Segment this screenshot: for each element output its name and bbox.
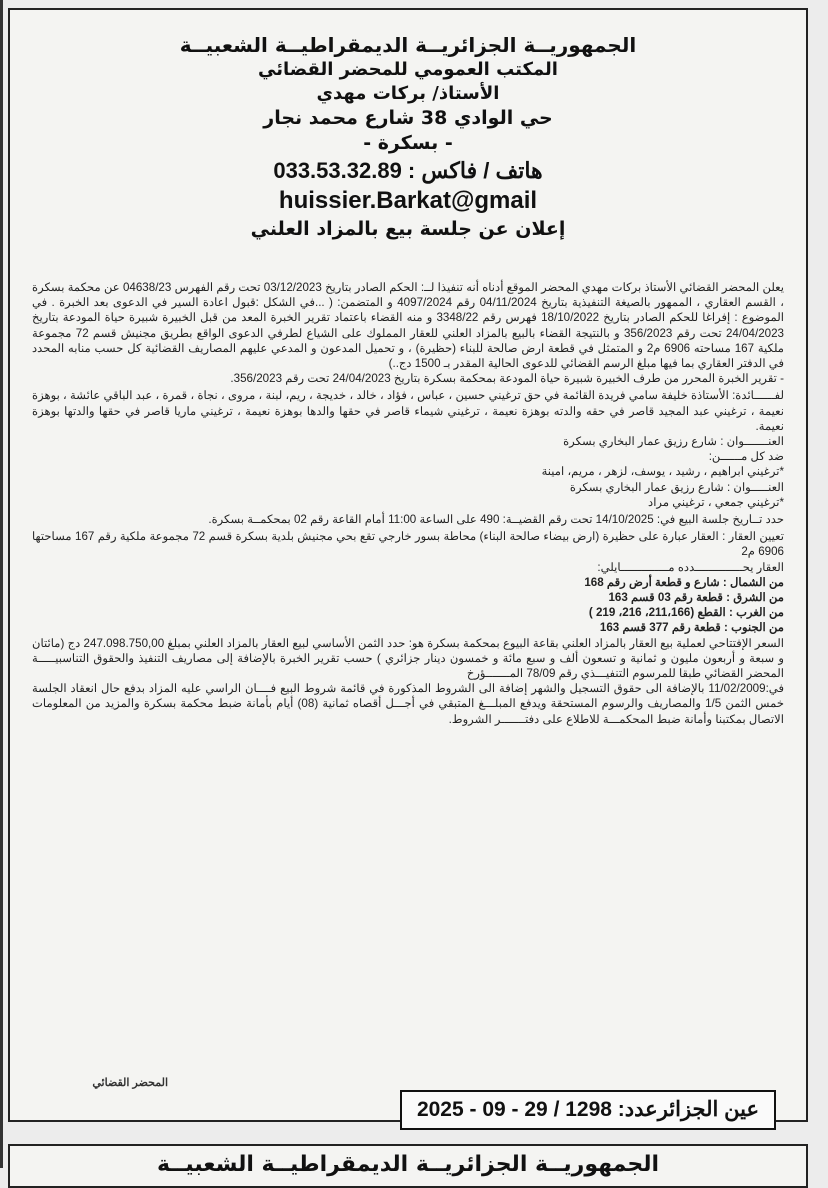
bailiff-name: الأستاذ/ بركات مهدي bbox=[316, 83, 500, 105]
phone-fax: هاتف / فاكس : 033.53.32.89 bbox=[273, 158, 543, 184]
office-address: حي الوادي 38 شارع محمد نجار bbox=[263, 106, 553, 129]
boundary-east: من الشرق : قطعة رقم 03 قسم 163 bbox=[608, 591, 784, 605]
paragraph-against: ضد كل مــــــن: bbox=[708, 450, 784, 464]
paragraph-expert-report: - تقرير الخبرة المحرر من طرف الخبيرة شبيرة حياة المودعة بمحكمة بسكرة بتاريخ 24/04/2023 تحت رقم 356/2023. bbox=[230, 372, 784, 386]
notice-body bbox=[32, 280, 784, 727]
notice-frame bbox=[8, 8, 808, 1122]
paragraph-address-2: العنـــــوان : شارع رزيق عمار البخاري بسكرة bbox=[569, 480, 784, 494]
boundary-south: من الجنوب : قطعة رقم 377 قسم 163 bbox=[599, 621, 784, 635]
paragraph-boundaries-title: العقار يحــــــــــــــدده مــــــــــــــايلي: bbox=[597, 560, 784, 574]
paragraph-property: تعيين العقار : العقار عبارة على حظيرة (ارض بيضاء صالحة البناء) محاطة بسور خارجي تقع بحي مجنيش بلدية بسكرة قسم 72 مجموعة ملكية رقم 167 مساحتها 6906 م2 bbox=[32, 530, 784, 559]
page-edge-rule bbox=[0, 0, 3, 1168]
email-address: huissier.Barkat@gmail bbox=[278, 187, 538, 215]
paragraph-sale-date: حدد تــاريخ جلسة البيع في: 14/10/2025 تحت رقم القضيــة: 490 على الساعة 11:00 أمام القاعة رقم 02 بمحكمــة بسكرة. bbox=[208, 513, 784, 527]
paragraph-judgment: يعلن المحضر القضائي الأستاذ بركات مهدي المحضر الموقع أدناه أنه تنفيذا لــ: الحكم الصادر بتاريخ 03/12/2023 تحت رقم الفهرس 04638/23 عن محكمة بسكرة ، القسم العقاري ، الممهور بالصيغة التنفيذية بتاريخ 04/11/2024 رقم 4097/2024 و المتضمن: ( ...في الشكل :قبول اعادة السير في الدعوى بعد الخبرة . في الموضوع : إفراغا للحكم الصادر بتاريخ 18/10/2022 فهرس رقم 3348/22 و منه القضاء باعتماد تقرير الخبرة المعد من قبل الخبيرة شبيرة حياة المودعة بتاريخ 24/04/2023 تحت رقم 356/2023 و بالنتيجة القضاء بالبيع بالمزاد العلني للعقار المملوك على الشياع لطرفي الدعوى الواقع بطريق مجنيش قسم 72 مجموعة ملكية 167 مساحته 6906 م2 و المتمثل في قطعة ارض صالحة للبناء (حظيرة) ، و تحميل المدعون و المدعي عليهم المصاريف القضائية كل حسب منابه المحدد في الدفتر العقاري بما فيها مبلغ الرسم القضائي للدعوى الحالية المقدر بـ 1500 دج..) bbox=[32, 281, 785, 371]
paragraph-conditions: في:11/02/2009 بالإضافة الى حقوق التسجيل والشهر إضافة الى الشروط المذكورة في قائمة شروط البيع فــــان الراسي عليه المزاد بدفع حال انعقاد الجلسة خمس الثمن 1/5 والمصاريف والرسوم المستحقة ويدفع المبلـــغ المتبقي في أجـــل أقصاه ثمانية (08) أيام بأمانة ضبط محكمة بسكرة والمزيد من المعلومات الاتصال بمكتبنا وأمانة ضبط المحكمـــة للاطلاع على دفتـــــــر الشروط. bbox=[32, 682, 784, 726]
boundary-west: من الغرب : القطع (211،166، 216، 219 ) bbox=[588, 606, 784, 620]
office-title: المكتب العمومي للمحضر القضائي bbox=[258, 59, 558, 81]
office-city: - بسكرة - bbox=[363, 131, 453, 154]
next-notice-frame bbox=[8, 1144, 808, 1188]
next-notice-title: الجمهوريــة الجزائريــة الديمقراطيــة الشعبيــة bbox=[156, 1152, 660, 1177]
publication-reference: عين الجزائرعدد: 1298 / 29 - 09 - 2025 bbox=[400, 1090, 776, 1130]
bailiff-signature: المحضر القضائي bbox=[92, 1077, 168, 1089]
paragraph-opening-price: السعر الإفتتاحي لعملية بيع العقار بالمزاد العلني بقاعة البيوع بمحكمة بسكرة هو: حدد الثمن الأساسي لبيع العقار بالمزاد العلني بمبلغ 247.098.750,00 دج (مائتان و سبعة و أربعون مليون و ثمانية و تسعون ألف و سبع مائة و خمسون دينار جزائري ) حسب تقرير الخبرة بالإضافة إلى مصاريف التنفيذ والحقوق التناسبيـــــة المحضر القضائي طبقا للمرسوم التنفيـــذي رقم 78/09 المـــــــؤرخ bbox=[32, 636, 785, 681]
paragraph-defendants-2: *ترغيني جمعي ، ترغيني مراد bbox=[648, 495, 784, 509]
paragraph-address-1: العنـــــــوان : شارع رزيق عمار البخاري بسكرة bbox=[563, 435, 784, 449]
notice-title: إعلان عن جلسة بيع بالمزاد العلني bbox=[250, 217, 566, 240]
boundary-north: من الشمال : شارع و قطعة أرض رقم 168 bbox=[584, 575, 784, 589]
paragraph-defendants-1: *ترغيني ابراهيم ، رشيد ، يوسف، لزهر ، مريم، امينة bbox=[541, 465, 784, 479]
paragraph-beneficiaries: لفــــــائدة: الأستاذة خليفة سامي فريدة القائمة في حق ترغيني حسين ، عباس ، فؤاد ، خالد ، خديجة ، ريم، لبنة ، مروى ، نجاة ، قمرة ، عبد الباقي عائشة ، بوهزة نعيمة ، ترغيني عبد المجيد قاصر في حقه والدته بوهزة نعيمة ، ترغيني شيماء قاصر في حقها والدها بوهزة نعيمة ، ترغيني ماريا قاصر في حقها والدتها بوهزة نعيمة. bbox=[32, 389, 784, 433]
republic-title: الجمهوريــة الجزائريــة الديمقراطيــة الشعبيــة bbox=[179, 33, 637, 57]
notice-header bbox=[10, 10, 806, 242]
